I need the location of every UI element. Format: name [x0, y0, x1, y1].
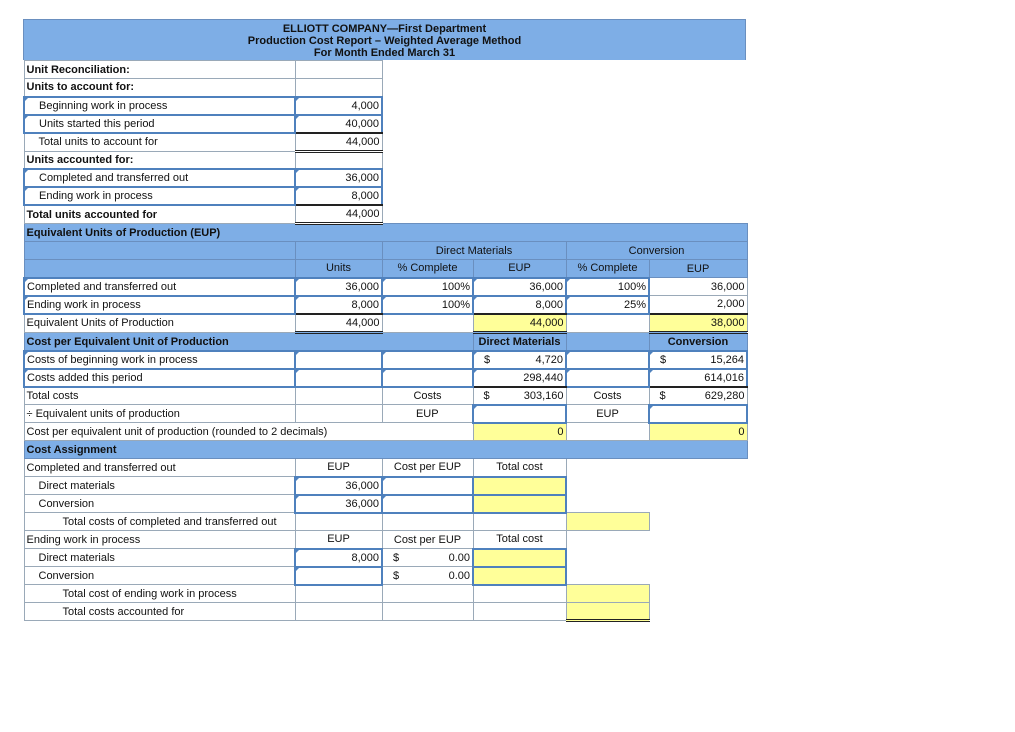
unit-reconciliation-heading-row [24, 61, 747, 79]
ca-eup-header: EUP [295, 531, 382, 549]
report-table [23, 60, 748, 622]
report-period: For Month Ended March 31 [313, 47, 456, 59]
units-started-value[interactable]: 40,000 [295, 115, 382, 133]
dm-eup-header: EUP [473, 260, 566, 278]
added-costs-label[interactable]: Costs added this period [24, 369, 295, 387]
ca-cost-per-eup-header: Cost per EUP [382, 459, 473, 477]
dm-eup[interactable]: 36,000 [473, 278, 566, 296]
added-cv-cost[interactable]: 614,016 [649, 369, 747, 387]
cv-eup: 36,000 [649, 278, 747, 296]
added-dm-cost[interactable]: 298,440 [473, 369, 566, 387]
dm-pct-complete-header: % Complete [382, 260, 473, 278]
cost-per-unit-label: Cost per equivalent unit of production (rounded to 2 decimals) [24, 423, 473, 441]
currency-symbol: $ [484, 353, 491, 366]
beginning-cv-cost-value: 15,264 [710, 353, 744, 366]
ca-completed-label: Completed and transferred out [24, 459, 295, 477]
cv-eup-divisor-input[interactable] [649, 405, 747, 423]
eup-row-ending [24, 296, 747, 314]
ca-dm-eup[interactable]: 36,000 [295, 477, 382, 495]
beginning-dm-cost-value: 4,720 [535, 353, 563, 366]
dm-eup-divisor-input[interactable] [473, 405, 566, 423]
units-started-label[interactable]: Units started this period [24, 115, 295, 133]
ca-total-ending-value [566, 585, 649, 603]
eup-word: EUP [566, 405, 649, 423]
ca-end-dm-label: Direct materials [24, 549, 295, 567]
dm-pct-complete[interactable]: 100% [382, 278, 473, 296]
total-units-accounted-label: Total units accounted for [24, 205, 295, 224]
eup-direct-materials-header: Direct Materials [382, 242, 566, 260]
cv-eup: 2,000 [649, 296, 747, 314]
cv-eup-total: 38,000 [649, 314, 747, 333]
costs-word: Costs [566, 387, 649, 405]
cost-assignment-heading: Cost Assignment [24, 441, 747, 459]
beginning-wip-units[interactable]: 4,000 [295, 97, 382, 115]
dm-eup[interactable]: 8,000 [473, 296, 566, 314]
ca-ending-label: Ending work in process [24, 531, 295, 549]
currency-symbol: $ [393, 569, 400, 582]
ca-dm-cost-per-eup-input[interactable] [382, 477, 473, 495]
currency-symbol: $ [483, 389, 490, 402]
beginning-dm-cost[interactable] [473, 351, 566, 369]
total-dm-cost [473, 387, 566, 405]
units-to-account-heading: Units to account for: [24, 79, 295, 97]
beginning-costs-label[interactable]: Costs of beginning work in process [24, 351, 295, 369]
eup-heading: Equivalent Units of Production (EUP) [24, 224, 747, 242]
eup-row-label[interactable]: Completed and transferred out [24, 278, 295, 296]
eup-units[interactable]: 8,000 [295, 296, 382, 314]
ca-end-cv-eup-input[interactable] [295, 567, 382, 585]
beginning-wip-label[interactable]: Beginning work in process [24, 97, 295, 115]
eup-word: EUP [382, 405, 473, 423]
cost-cv-header: Conversion [649, 332, 747, 351]
report-title [23, 19, 746, 60]
eup-units[interactable]: 36,000 [295, 278, 382, 296]
dm-pct-complete[interactable]: 100% [382, 296, 473, 314]
eup-row-completed [24, 278, 747, 296]
eup-units: 44,000 [295, 314, 382, 333]
eup-row-total [24, 314, 747, 333]
dm-eup-total: 44,000 [473, 314, 566, 333]
production-cost-report [23, 19, 746, 622]
units-accounted-heading: Units accounted for: [24, 151, 295, 169]
ca-total-cost-header: Total cost [473, 459, 566, 477]
total-units-to-account-label: Total units to account for [24, 133, 295, 152]
ca-total-accounted-value [566, 603, 649, 621]
ca-eup-header: EUP [295, 459, 382, 477]
ca-cv-label: Conversion [24, 495, 295, 513]
total-cv-cost [649, 387, 747, 405]
ca-end-dm-total-cost-input[interactable] [473, 549, 566, 567]
total-dm-cost-value: 303,160 [523, 389, 564, 402]
ca-end-dm-cost-per-eup [382, 549, 473, 567]
ca-end-cv-label: Conversion [24, 567, 295, 585]
ca-total-completed-value [566, 513, 649, 531]
ca-dm-total-cost-input[interactable] [473, 477, 566, 495]
ca-cv-cost-per-eup-input[interactable] [382, 495, 473, 513]
cost-dm-header: Direct Materials [473, 332, 566, 351]
currency-symbol: $ [660, 353, 667, 366]
ca-end-cv-total-cost-input[interactable] [473, 567, 566, 585]
ca-total-accounted-label: Total costs accounted for [24, 603, 295, 621]
ca-total-ending-label: Total cost of ending work in process [24, 585, 295, 603]
ca-cv-eup[interactable]: 36,000 [295, 495, 382, 513]
eup-conversion-header: Conversion [566, 242, 747, 260]
cv-pct-complete-header: % Complete [566, 260, 649, 278]
total-costs-label: Total costs [24, 387, 295, 405]
cv-eup-header: EUP [649, 260, 747, 278]
total-units-to-account-value: 44,000 [295, 133, 382, 152]
currency-symbol: $ [393, 551, 400, 564]
company-name: ELLIOTT COMPANY—First Department [282, 23, 487, 35]
ca-end-cv-cost-per-eup [382, 567, 473, 585]
total-units-accounted-value: 44,000 [295, 205, 382, 224]
eup-row-label[interactable]: Ending work in process [24, 296, 295, 314]
report-name: Production Cost Report – Weighted Average Method [247, 35, 522, 47]
unit-reconciliation-heading: Unit Reconciliation: [24, 61, 295, 79]
cv-pct-complete[interactable]: 25% [566, 296, 649, 314]
eup-row-label: Equivalent Units of Production [24, 314, 295, 333]
ca-end-dm-cost-value: 0.00 [448, 551, 470, 564]
ending-wip-units[interactable]: 8,000 [295, 187, 382, 205]
ca-end-cv-cost-value: 0.00 [448, 569, 470, 582]
currency-symbol: $ [659, 389, 666, 402]
dm-cost-per-unit: 0 [473, 423, 566, 441]
ca-cv-total-cost-input[interactable] [473, 495, 566, 513]
cost-per-eup-heading: Cost per Equivalent Unit of Production [24, 332, 473, 351]
ending-wip-label[interactable]: Ending work in process [24, 187, 295, 205]
beginning-cv-cost[interactable] [649, 351, 747, 369]
total-cv-cost-value: 629,280 [704, 389, 745, 402]
divide-eup-label: ÷ Equivalent units of production [24, 405, 295, 423]
cv-cost-per-unit: 0 [649, 423, 747, 441]
ca-cost-per-eup-header: Cost per EUP [382, 531, 473, 549]
ca-dm-label: Direct materials [24, 477, 295, 495]
completed-transferred-label[interactable]: Completed and transferred out [24, 169, 295, 187]
eup-units-header: Units [295, 260, 382, 278]
costs-word: Costs [382, 387, 473, 405]
ca-total-cost-header: Total cost [473, 531, 566, 549]
ca-total-completed-label: Total costs of completed and transferred out [24, 513, 295, 531]
completed-transferred-units[interactable]: 36,000 [295, 169, 382, 187]
ca-end-dm-eup[interactable]: 8,000 [295, 549, 382, 567]
cv-pct-complete[interactable]: 100% [566, 278, 649, 296]
